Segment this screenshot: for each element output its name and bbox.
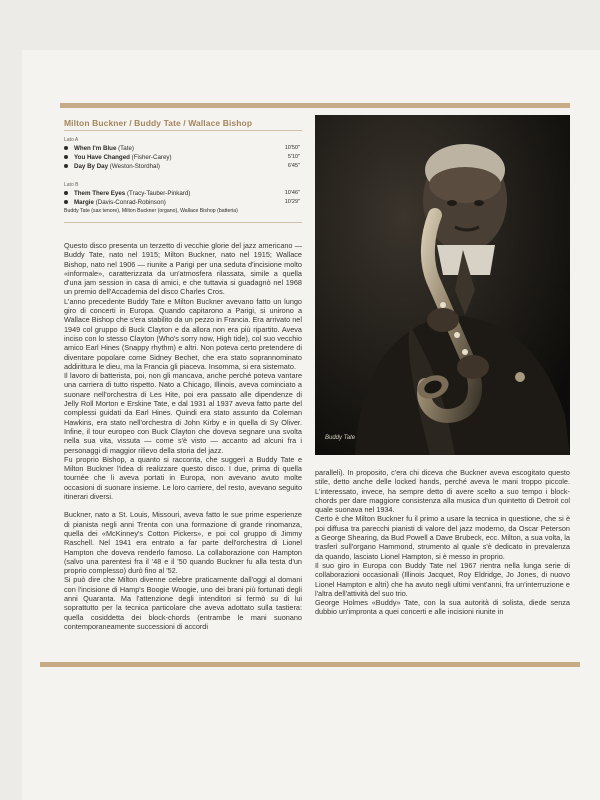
track-item	[64, 198, 300, 207]
paragraph: Il suo giro in Europa con Buddy Tate nel 1967 rientra nella lunga serie di collaborazioni occasionali (Illinois Jacquet, Roy Eldridge, Jo Jones, di nuovo Lionel Hampton e altri) che ha avuto negli ultimi vent'anni, fra un'interruzione e l'altra dell'attività del suo trio.	[315, 560, 570, 598]
track-item	[64, 153, 300, 162]
track-duration: 10'46"	[284, 190, 300, 196]
track-composer: (Tate)	[118, 145, 134, 152]
track-duration: 10'50"	[284, 145, 300, 151]
saxophonist-illustration	[315, 115, 570, 455]
bullet-icon	[64, 164, 68, 168]
paragraph: Si può dire che Milton divenne celebre praticamente dall'oggi al domani con l'incisione di Hamp's Boogie Woogie, uno dei brani più fortunati degli anni Quaranta. Ma l'attenzione degli intenditori si fermò su di lui soprattutto per la tecnica particolare che aveva adottato sulla tastiera: quella cosiddetta dei block-chords (entrambe le mani suonano contemporaneamente successioni di accordi	[64, 575, 302, 631]
track-duration: 6'45"	[287, 163, 300, 169]
tracks-underline	[64, 222, 302, 223]
side-a-label: Lato A	[64, 137, 79, 143]
paragraph: Certo è che Milton Buckner fu il primo a usare la tecnica in questione, che si è poi diffusa tra parecchi pianisti di valore del jazz moderno, da Oscar Peterson a George Shearing, da Bud Powell a Dave Brubeck, ecc. Milton, a sua volta, la trasferì sull'organo Hammond, strumento al quale s'è dedicato in prevalenza da quando, lasciato Lionel Hampton, si è messo in proprio.	[315, 514, 570, 561]
track-composer: (Fisher-Carey)	[131, 154, 172, 161]
bullet-icon	[64, 191, 68, 195]
bottom-rule	[40, 662, 580, 667]
album-title: Milton Buckner / Buddy Tate / Wallace Bishop	[64, 118, 253, 128]
paragraph: Questo disco presenta un terzetto di vecchie glorie del jazz americano — Buddy Tate, nato nel 1915; Milton Buckner, nato nel 1915; Wallace Bishop, nato nel 1906 — riunite a Parigi per una seduta d'incisione molto «informale», caratterizzata da un'atmosfera rilassata, simile a quella d'una jam session in casa di amici, e che tuttavia si guadagnò nel 1968 un premio dell'Accademia del disco Charles Cros.	[64, 241, 302, 297]
bullet-icon	[64, 146, 68, 150]
track-title: Day By Day	[74, 163, 109, 170]
liner-notes-left-column	[64, 241, 302, 655]
track-item	[64, 162, 300, 171]
paragraph: Buckner, nato a St. Louis, Missouri, aveva fatto le sue prime esperienze di pianista negli anni Trenta con una formazione di grande rinomanza, quella dei «McKinney's Cotton Pickers», e poi col gruppo di Jimmy Raschell. Nel 1941 era entrato a far parte dell'orchestra di Lionel Hampton che doveva renderlo famoso. La collaborazione con Hampton (salvo una parentesi fra il '48 e il '50 quando Buckner fu alla testa d'un proprio complesso) durò fino al '52.	[64, 510, 302, 576]
musician-photo	[315, 115, 570, 455]
personnel-line: Buddy Tate (sax tenore), Milton Buckner (organo), Wallace Bishop (batteria)	[64, 208, 238, 214]
track-composer: (Tracy-Tauber-Pinkard)	[126, 190, 191, 197]
liner-notes-right-column	[315, 468, 570, 660]
top-rule	[60, 103, 570, 108]
track-list	[64, 134, 300, 214]
paragraph: paralleli). In proposito, c'era chi diceva che Buckner aveva escogitato questo stile, detto anche delle locked hands, perché aveva le mani troppo piccole. L'interessato, invece, ha sempre detto di avere scelto a suo tempo i block-chords per dare maggiore consistenza alla musica d'un quintetto di Detroit col quale suonava nel 1934.	[315, 468, 570, 515]
track-title: Margie	[74, 199, 94, 206]
paragraph: Fu proprio Bishop, a quanto si racconta, che suggerì a Buddy Tate e Milton Buckner l'idea di realizzare questo disco. I due, prima di quella tournée che li aveva portati in Europa, non avevano avuto molte occasioni di suonare insieme. Le loro carriere, del resto, avevano seguito itinerari diversi.	[64, 454, 302, 502]
paragraph: Il lavoro di batterista, poi, non gli mancava, anche perché poteva vantare una carriera di tutto rispetto. Nato a Chicago, Illinois, aveva cominciato a suonare nell'orchestra di Les Hite, poi era passato alle dipendenze di Jelly Roll Morton e Erskine Tate, e dal 1931 al 1937 aveva fatto parte del complessi guidati da Earl Hines. Quindi era stato assunto da Coleman Hawkins, era stato nell'orchestra di John Kirby e in quella di Sy Oliver. Infine, il tour europeo con Buck Clayton che doveva segnare una svolta nella sua vita, vissuta — come s'è visto — accanto ad alcuni fra i personaggi di maggior rilievo della storia del jazz.	[64, 371, 302, 455]
track-item	[64, 189, 300, 198]
bullet-icon	[64, 155, 68, 159]
track-title: Them There Eyes	[74, 190, 126, 197]
track-composer: (Weston-Stordhal)	[109, 163, 160, 170]
track-title: When I'm Blue	[74, 145, 117, 152]
track-duration: 10'29"	[284, 199, 300, 205]
paragraph: L'anno precedente Buddy Tate e Milton Buckner avevano fatto un lungo giro di concerti in Europa. Quando capitarono a Parigi, si unirono a Wallace Bishop che s'era stabilito da un pezzo in Francia. Era arrivato nel 1949 col gruppo di Buck Clayton e da allora non era più ripartito. Aveva inciso con lo stesso Clayton (Who's sorry now, High tide), col suo vecchio amico Earl Hines (Snappy rhythm) e altri. Non poteva certo pretendere di diventare popolare come Sidney Bechet, che era stato soprannominato addirittura le dieu, ma la Francia gli piaceva. Insomma, si era sistemato.	[64, 296, 302, 371]
track-duration: 5'10"	[287, 154, 300, 160]
photo-caption: Buddy Tate	[325, 435, 356, 441]
title-underline	[64, 130, 302, 131]
paragraph: George Holmes «Buddy» Tate, con la sua autorità di solista, diede senza dubbio un'impronta a quei concerti e alle incisioni riunite in	[315, 598, 570, 617]
track-item	[64, 144, 300, 153]
bullet-icon	[64, 200, 68, 204]
track-title: You Have Changed	[74, 154, 130, 161]
track-composer: (Davis-Conrad-Robinson)	[95, 199, 166, 206]
side-b-label: Lato B	[64, 182, 79, 188]
